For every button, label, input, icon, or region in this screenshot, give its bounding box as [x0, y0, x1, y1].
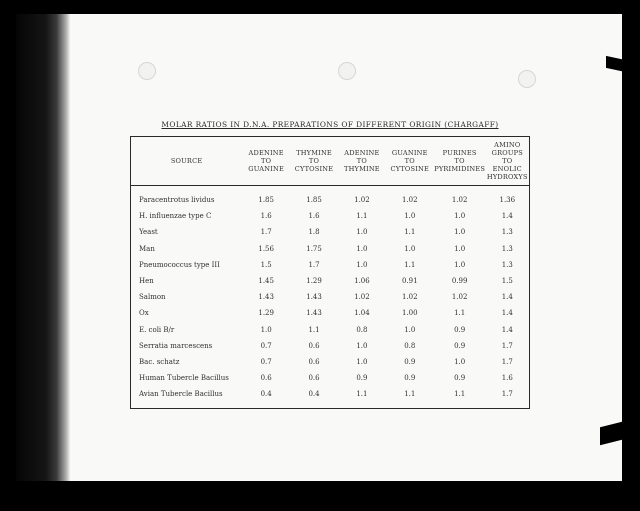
value-cell: 1.00 [401, 309, 418, 318]
table-row [131, 338, 530, 354]
value-cell: 1.0 [356, 228, 368, 237]
value-cell: 0.7 [260, 357, 272, 366]
value-cell: 1.7 [501, 390, 513, 399]
value-cell: 1.04 [354, 309, 370, 318]
table-row [131, 289, 530, 305]
value-cell: 1.43 [306, 309, 322, 318]
source-cell: Paracentrotus lividus [139, 196, 215, 205]
value-cell: 1.02 [451, 293, 468, 302]
value-cell: 1.4 [501, 325, 513, 334]
table-body [131, 186, 530, 409]
column-header-purines-pyrimidines: PURINES TO PYRIMIDINES [434, 137, 486, 186]
value-cell: 1.0 [356, 260, 368, 269]
column-header-source: SOURCE [131, 137, 243, 186]
column-header-guanine-cytosine: GUANINE TO CYTOSINE [386, 137, 434, 186]
value-cell: 0.9 [404, 357, 416, 366]
value-cell: 1.0 [454, 357, 466, 366]
value-cell: 1.3 [501, 244, 513, 253]
table-row [131, 257, 530, 273]
value-cell: 0.4 [308, 390, 320, 399]
table-row [131, 322, 530, 338]
table-row [131, 370, 530, 386]
value-cell: 1.29 [306, 277, 322, 286]
value-cell: 1.4 [501, 293, 513, 302]
column-header-adenine-guanine: ADENINE TO GUANINE [242, 137, 290, 186]
value-cell: 1.1 [404, 390, 416, 399]
value-cell: 1.0 [454, 212, 466, 221]
value-cell: 0.7 [260, 341, 272, 350]
source-cell: Ox [139, 309, 149, 318]
value-cell: 1.75 [306, 244, 322, 253]
value-cell: 1.02 [451, 196, 468, 205]
value-cell: 1.56 [258, 244, 274, 253]
value-cell: 0.9 [404, 374, 416, 383]
table-row [131, 186, 530, 209]
value-cell: 1.0 [356, 244, 368, 253]
value-cell: 1.0 [404, 244, 416, 253]
value-cell: 0.9 [454, 325, 466, 334]
value-cell: 1.45 [258, 277, 274, 286]
value-cell: 1.7 [308, 260, 320, 269]
value-cell: 0.6 [308, 357, 320, 366]
table-row [131, 386, 530, 409]
value-cell: 0.9 [454, 341, 466, 350]
value-cell: 1.4 [501, 309, 513, 318]
value-cell: 1.0 [454, 244, 466, 253]
value-cell: 1.4 [501, 212, 513, 221]
source-cell: Salmon [139, 293, 166, 302]
value-cell: 1.6 [501, 374, 513, 383]
value-cell: 1.1 [404, 260, 416, 269]
value-cell: 0.99 [451, 277, 468, 286]
value-cell: 1.1 [356, 212, 368, 221]
header-row [131, 137, 530, 186]
value-cell: 0.9 [356, 374, 368, 383]
punch-hole [138, 62, 156, 80]
value-cell: 0.4 [260, 390, 272, 399]
source-cell: H. influenzae type C [139, 212, 212, 221]
source-cell: Man [139, 244, 155, 253]
source-cell: Avian Tubercle Bacillus [139, 390, 223, 399]
column-header-adenine-thymine: ADENINE TO THYMINE [338, 137, 386, 186]
column-header-thymine-cytosine: THYMINE TO CYTOSINE [290, 137, 338, 186]
value-cell: 1.02 [354, 196, 370, 205]
value-cell: 0.91 [401, 277, 418, 286]
value-cell: 0.8 [404, 341, 416, 350]
table-row [131, 354, 530, 370]
source-cell: Bac. schatz [139, 357, 180, 366]
column-header-amino-enolic: AMINO GROUPS TO ENOLIC HYDROXYS [486, 137, 530, 186]
value-cell: 1.85 [258, 196, 274, 205]
value-cell: 0.9 [454, 374, 466, 383]
source-cell: Pneumococcus type III [139, 260, 220, 269]
source-cell: E. coli B/r [139, 325, 175, 334]
value-cell: 1.85 [306, 196, 322, 205]
value-cell: 1.8 [308, 228, 320, 237]
value-cell: 1.1 [356, 390, 368, 399]
value-cell: 0.6 [260, 374, 272, 383]
value-cell: 1.1 [404, 228, 416, 237]
punch-hole [338, 62, 356, 80]
film-edge-shadow [16, 14, 70, 481]
value-cell: 1.7 [501, 357, 513, 366]
table-row [131, 273, 530, 289]
value-cell: 1.7 [260, 228, 272, 237]
value-cell: 1.06 [354, 277, 370, 286]
value-cell: 1.5 [501, 277, 513, 286]
value-cell: 1.6 [308, 212, 320, 221]
value-cell: 0.8 [356, 325, 368, 334]
value-cell: 1.43 [258, 293, 274, 302]
value-cell: 1.02 [401, 196, 418, 205]
value-cell: 1.3 [501, 260, 513, 269]
value-cell: 1.1 [454, 309, 466, 318]
value-cell: 1.0 [454, 260, 466, 269]
source-cell: Serratia marcescens [139, 341, 213, 350]
value-cell: 1.36 [499, 196, 516, 205]
punch-hole [518, 70, 536, 88]
value-cell: 1.0 [356, 357, 368, 366]
value-cell: 0.6 [308, 374, 320, 383]
table-title: MOLAR RATIOS IN D.N.A. PREPARATIONS OF DIFFERENT ORIGIN (CHARGAFF) [161, 120, 499, 129]
value-cell: 1.02 [401, 293, 418, 302]
value-cell: 0.6 [308, 341, 320, 350]
value-cell: 1.0 [356, 341, 368, 350]
value-cell: 1.7 [501, 341, 513, 350]
value-cell: 1.1 [308, 325, 320, 334]
value-cell: 1.0 [404, 212, 416, 221]
value-cell: 1.0 [260, 325, 272, 334]
value-cell: 1.5 [260, 260, 272, 269]
table-row [131, 208, 530, 224]
table-row [131, 241, 530, 257]
value-cell: 1.3 [501, 228, 513, 237]
source-cell: Human Tubercle Bacillus [139, 374, 229, 383]
value-cell: 1.0 [454, 228, 466, 237]
value-cell: 1.02 [354, 293, 370, 302]
value-cell: 1.1 [454, 390, 466, 399]
value-cell: 1.29 [258, 309, 274, 318]
value-cell: 1.0 [404, 325, 416, 334]
source-cell: Hen [139, 277, 154, 286]
table-row [131, 224, 530, 240]
table-row [131, 305, 530, 321]
value-cell: 1.43 [306, 293, 322, 302]
value-cell: 1.6 [260, 212, 272, 221]
molar-ratios-table [130, 136, 530, 409]
source-cell: Yeast [139, 228, 158, 237]
